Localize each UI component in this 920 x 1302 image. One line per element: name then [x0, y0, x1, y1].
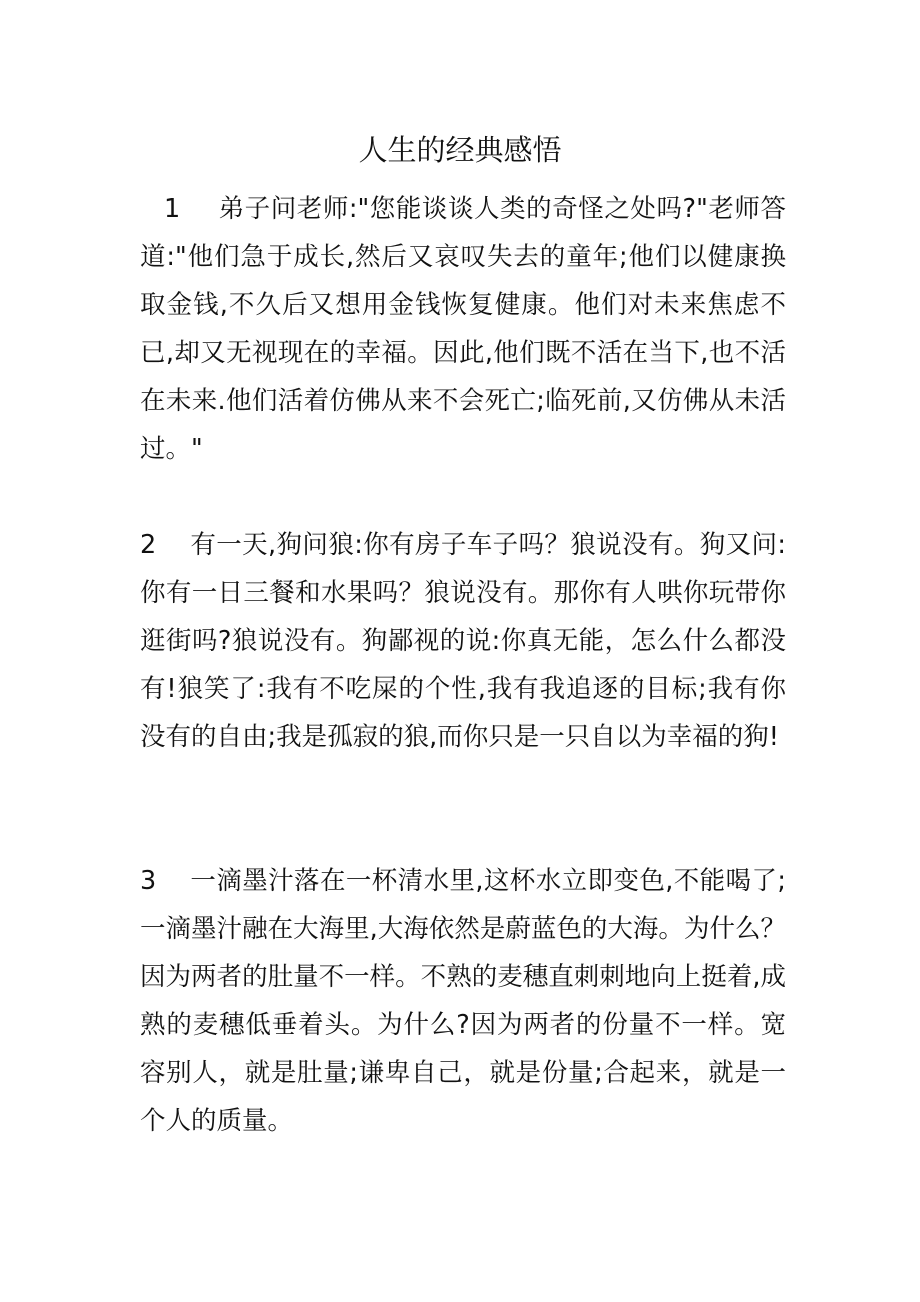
- paragraph-3: [140, 857, 786, 1145]
- paragraph-text: 弟子问老师:"您能谈谈人类的奇怪之处吗?"老师答道:"他们急于成长,然后又哀叹失去的童年;他们以健康换取金钱,不久后又想用金钱恢复健康。他们对未来焦虑不已,却又无视现在的幸福。因此,他们既不活在当下,也不活在未来.他们活着仿佛从来不会死亡;临死前,又仿佛从未活过。": [140, 194, 786, 464]
- paragraph-number: 3: [140, 866, 157, 896]
- document-title: 人生的经典感悟: [358, 133, 562, 167]
- paragraph-1: [140, 185, 786, 473]
- paragraph-text: 一滴墨汁落在一杯清水里,这杯水立即变色,不能喝了;一滴墨汁融在大海里,大海依然是蔚蓝色的大海。为什么？因为两者的肚量不一样。不熟的麦穗直刺刺地向上挺着,成熟的麦穗低垂着头。为什么?因为两者的份量不一样。宽容别人，就是肚量;谦卑自己，就是份量;合起来，就是一个人的质量。: [140, 866, 786, 1136]
- paragraph-text: 有一天,狗问狼:你有房子车子吗？狼说没有。狗又问:你有一日三餐和水果吗？狼说没有。那你有人哄你玩带你逛街吗?狼说没有。狗鄙视的说:你真无能，怎么什么都没有!狼笑了:我有不吃屎的个性,我有我追逐的目标;我有你没有的自由;我是孤寂的狼,而你只是一只自以为幸福的狗!: [140, 530, 786, 752]
- paragraph-number: 1: [164, 194, 181, 224]
- paragraph-number: 2: [140, 530, 157, 560]
- paragraph-2: [140, 521, 786, 761]
